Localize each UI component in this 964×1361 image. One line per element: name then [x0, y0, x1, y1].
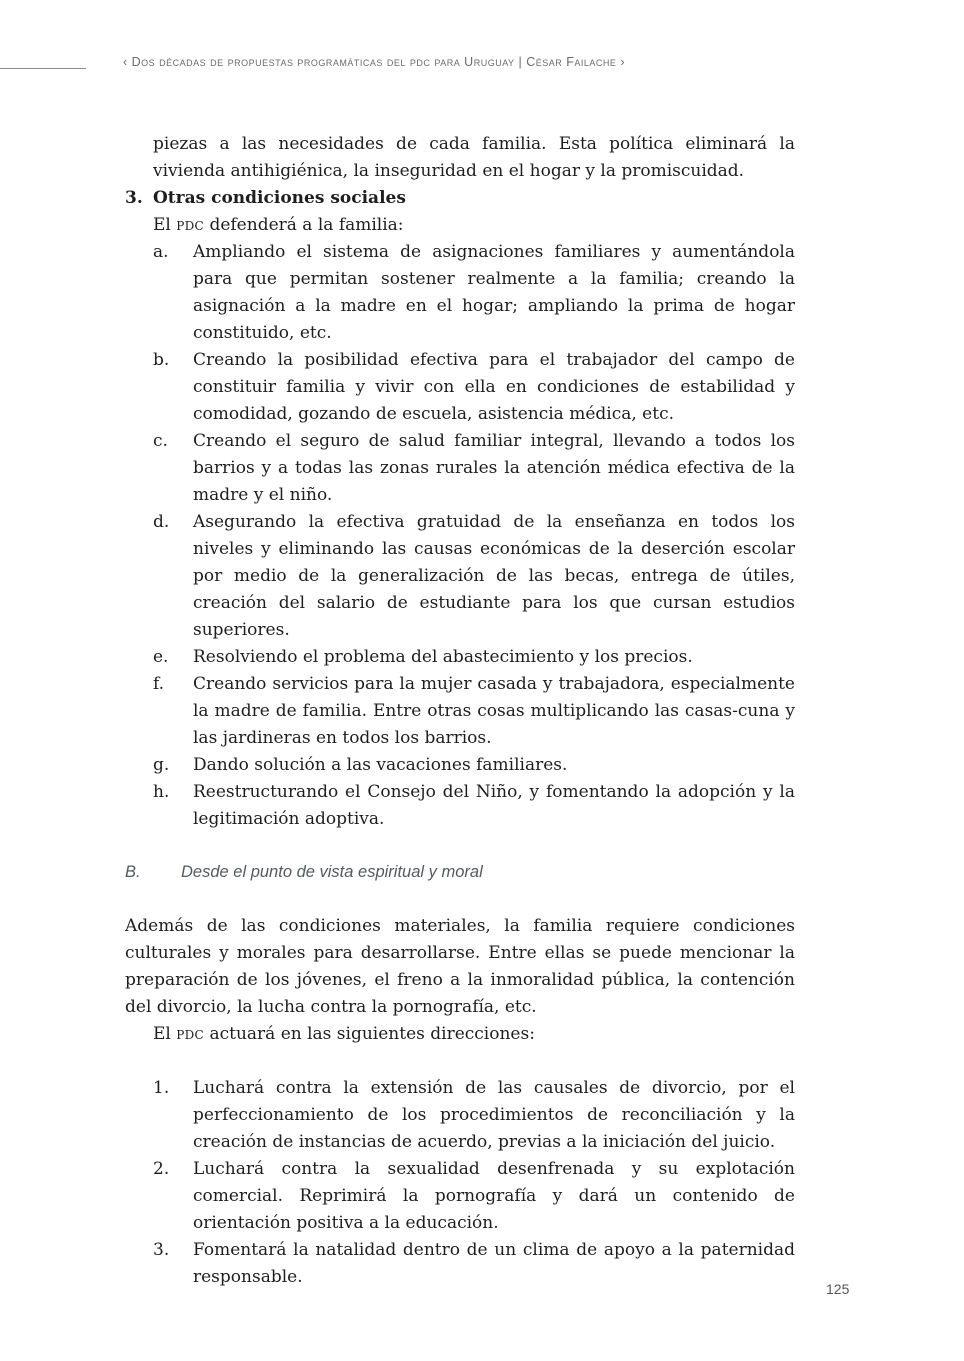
- list-marker: g.: [153, 755, 170, 775]
- section-3-title: Otras condiciones sociales: [153, 188, 406, 208]
- list-marker: c.: [153, 431, 168, 451]
- running-header: ‹ Dos décadas de propuestas programáticas del pdc para Uruguay | César Failache ›: [123, 55, 626, 69]
- list-item-text: Reestructurando el Consejo del Niño, y fomentando la adopción y la legitimación adoptiva.: [193, 782, 795, 829]
- list-item: [125, 752, 795, 779]
- list-marker: f.: [153, 674, 165, 694]
- lead-text: El: [153, 215, 177, 235]
- intro-continuation: piezas a las necesidades de cada familia. Esta política eliminará la vivienda antihigiénica, la inseguridad en el hogar y la promiscuidad.: [153, 134, 795, 181]
- list-item-text: Luchará contra la sexualidad desenfrenada y su explotación comercial. Reprimirá la pornografía y dará un contenido de orientación positiva a la educación.: [193, 1159, 795, 1233]
- list-marker: b.: [153, 350, 170, 370]
- list-item: [125, 428, 795, 509]
- list-item-text: Dando solución a las vacaciones familiares.: [193, 755, 568, 775]
- list-item: [125, 239, 795, 347]
- section-b-list: [125, 1075, 795, 1291]
- list-marker: a.: [153, 242, 169, 262]
- list-item-text: Luchará contra la extensión de las causales de divorcio, por el perfeccionamiento de los procedimientos de reconciliación y la creación de instancias de acuerdo, previas a la iniciación del juicio.: [193, 1078, 795, 1152]
- list-item: [125, 1156, 795, 1237]
- lead-text: defenderá a la familia:: [204, 215, 404, 235]
- section-3-list: [125, 239, 795, 833]
- list-marker: d.: [153, 512, 170, 532]
- section-b-lead: [125, 1021, 795, 1048]
- list-marker: 3.: [153, 1240, 170, 1260]
- list-item-text: Creando el seguro de salud familiar integral, llevando a todos los barrios y a todas las zonas rurales la atención médica efectiva de la madre y el niño.: [193, 431, 795, 505]
- pdc-abbr: pdc: [176, 215, 205, 235]
- list-item-text: Ampliando el sistema de asignaciones familiares y aumentándola para que permitan sostener realmente a la familia; creando la asignación a la madre en el hogar; ampliando la prima de hogar constituido, etc.: [193, 242, 795, 343]
- section-b-heading: [125, 859, 795, 886]
- lead-text: El: [153, 1024, 177, 1044]
- list-item: [125, 1075, 795, 1156]
- section-b-letter: B.: [125, 863, 141, 881]
- page-number: 125: [826, 1281, 850, 1297]
- list-item: [125, 779, 795, 833]
- pdc-abbr: pdc: [176, 1024, 205, 1044]
- header-rule: [0, 68, 86, 69]
- section-b-paragraph: Además de las condiciones materiales, la familia requiere condiciones culturales y morales para desarrollarse. Entre ellas se puede mencionar la preparación de los jóvenes, el freno a la inmoralidad pública, la contención del divorcio, la lucha contra la pornografía, etc.: [125, 916, 795, 1017]
- list-item-text: Asegurando la efectiva gratuidad de la enseñanza en todos los niveles y eliminando las causas económicas de la deserción escolar por medio de la generalización de las becas, entrega de útiles, creación del salario de estudiante para los que cursan estudios superiores.: [193, 512, 795, 640]
- lead-text: actuará en las siguientes direcciones:: [204, 1024, 535, 1044]
- list-item-text: Creando la posibilidad efectiva para el trabajador del campo de constituir familia y vivir con ella en condiciones de estabilidad y comodidad, gozando de escuela, asistencia médica, etc.: [193, 350, 795, 424]
- section-3-heading: [125, 185, 795, 212]
- list-item-text: Fomentará la natalidad dentro de un clima de apoyo a la paternidad responsable.: [193, 1240, 795, 1287]
- list-marker: 2.: [153, 1159, 170, 1179]
- spacer: [125, 1048, 795, 1075]
- list-item: [125, 644, 795, 671]
- list-item-text: Creando servicios para la mujer casada y trabajadora, especialmente la madre de familia. Entre otras cosas multiplicando las casas-cuna y las jardineras en todos los barrios.: [193, 674, 795, 748]
- list-item: [125, 671, 795, 752]
- list-item: [125, 1237, 795, 1291]
- section-3-number: 3.: [125, 188, 143, 208]
- list-item-text: Resolviendo el problema del abastecimiento y los precios.: [193, 647, 693, 667]
- page-body: [125, 131, 795, 1291]
- list-marker: h.: [153, 782, 170, 802]
- list-marker: 1.: [153, 1078, 170, 1098]
- list-marker: e.: [153, 647, 169, 667]
- section-b-title: Desde el punto de vista espiritual y moral: [181, 863, 483, 881]
- list-item: [125, 347, 795, 428]
- section-3-lead: [125, 212, 795, 239]
- list-item: [125, 509, 795, 644]
